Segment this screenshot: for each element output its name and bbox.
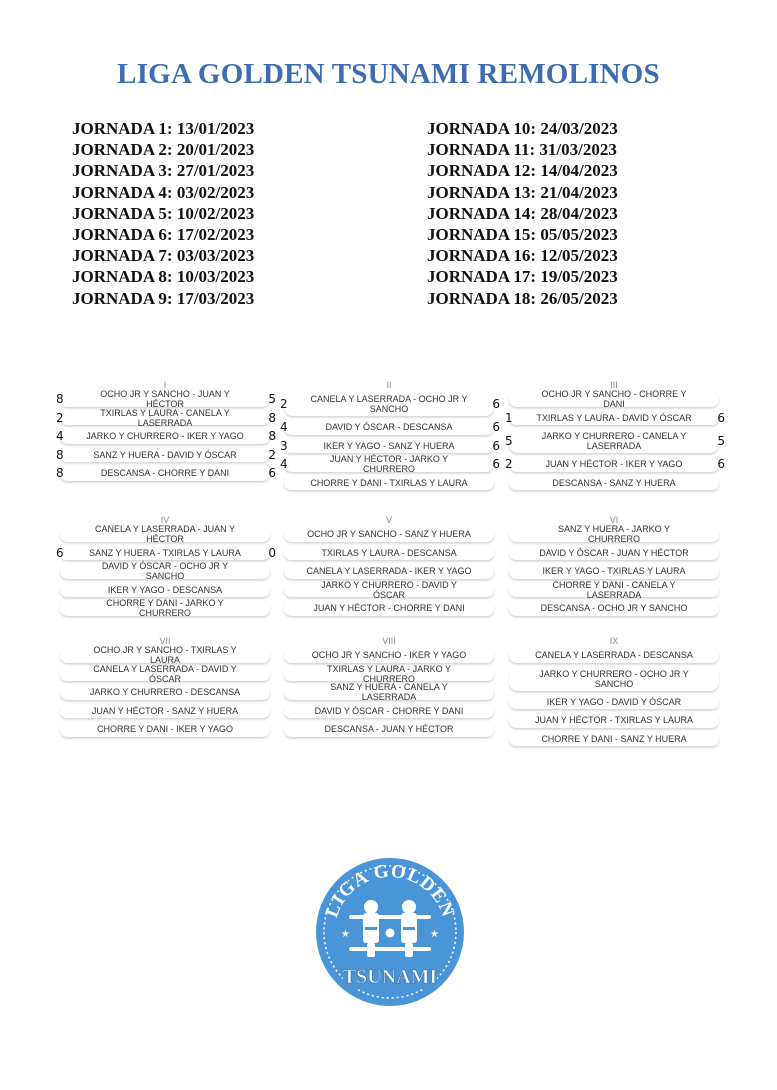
- round-label: IX: [609, 636, 619, 646]
- match-text: OCHO JR Y SANCHO - IKER Y YAGO: [311, 650, 467, 661]
- score-away: 6: [492, 397, 500, 411]
- match-row: [509, 601, 719, 616]
- match-text: JARKO Y CHURRERO - DESCANSA: [89, 687, 241, 698]
- match-row: [56, 545, 276, 561]
- match-text: OCHO JR Y SANCHO - SANZ Y HUERA: [307, 529, 471, 540]
- match-row: [284, 564, 494, 579]
- match-row: [509, 648, 719, 663]
- match-row: [60, 663, 270, 684]
- match-row: [284, 682, 494, 703]
- jornada-date: JORNADA 9: 17/03/2023: [72, 288, 255, 308]
- score-home: 1: [505, 410, 513, 425]
- jornada-date: JORNADA 14: 28/04/2023: [427, 203, 618, 223]
- match-text: JUAN Y HÉCTOR - CHORRE Y DANI: [313, 603, 465, 614]
- jornada-date: JORNADA 4: 03/02/2023: [72, 182, 255, 202]
- jornada-date: JORNADA 2: 20/01/2023: [72, 140, 255, 160]
- score-away: 6: [492, 438, 500, 453]
- match-row: [280, 438, 500, 454]
- match-row: [284, 527, 494, 542]
- score-home: 8: [56, 466, 64, 481]
- match-row: [284, 601, 494, 616]
- score-home: 5: [505, 434, 513, 448]
- jornada-date: JORNADA 10: 24/03/2023: [427, 119, 618, 138]
- match-row: [60, 561, 270, 582]
- match-row: [56, 429, 276, 444]
- jornada-date: JORNADA 6: 17/02/2023: [72, 225, 255, 245]
- match-text: SANZ Y HUERA - TXIRLAS Y LAURA: [89, 547, 241, 558]
- match-text: IKER Y YAGO - SANZ Y HUERA: [323, 440, 455, 451]
- match-row: [56, 447, 276, 463]
- match-row: [509, 524, 719, 545]
- page-title: LIGA GOLDEN TSUNAMI REMOLINOS: [117, 58, 660, 90]
- score-away: 5: [268, 392, 276, 407]
- match-text: CANELA Y LASERRADA - IKER Y YAGO: [306, 566, 472, 577]
- score-home: 3: [280, 438, 288, 453]
- match-text: JUAN Y HÉCTOR - TXIRLAS Y LAURA: [534, 715, 694, 726]
- round-label: VII: [159, 636, 171, 646]
- match-text: JARKO Y CHURRERO - DAVID Y ÓSCAR: [321, 579, 457, 600]
- round-block: [284, 634, 494, 741]
- round-block: [56, 513, 276, 620]
- jornada-date: JORNADA 11: 31/03/2023: [427, 140, 617, 160]
- score-away: 6: [717, 410, 725, 425]
- score-away: 8: [268, 410, 276, 425]
- match-row: [284, 579, 494, 600]
- round-block: [60, 634, 270, 741]
- score-away: 6: [492, 420, 500, 435]
- match-text: IKER Y YAGO - DESCANSA: [107, 584, 223, 595]
- round-label: VIII: [382, 636, 396, 646]
- match-row: [509, 389, 719, 410]
- match-row: [509, 695, 719, 710]
- score-home: 2: [56, 410, 64, 425]
- match-text: CANELA Y LASERRADA - DAVID Y ÓSCAR: [93, 663, 237, 684]
- match-row: [284, 722, 494, 737]
- round-label: V: [385, 515, 392, 525]
- match-text: DESCANSA - CHORRE Y DANI: [100, 468, 230, 479]
- match-row: [280, 420, 500, 435]
- round-label: I: [163, 380, 167, 390]
- match-text: SANZ Y HUERA - DAVID Y ÓSCAR: [93, 449, 237, 460]
- round-label: II: [386, 380, 392, 390]
- match-row: [509, 476, 719, 491]
- match-row: [509, 732, 719, 747]
- round-block: [280, 378, 500, 494]
- match-row: [56, 407, 276, 428]
- match-row: [60, 583, 270, 598]
- match-text: CHORRE Y DANI - SANZ Y HUERA: [541, 733, 687, 744]
- match-row: [60, 524, 270, 545]
- match-row: [280, 392, 500, 416]
- match-row: [509, 713, 719, 728]
- match-row: [505, 457, 725, 472]
- match-row: [56, 389, 276, 410]
- match-row: [56, 466, 276, 481]
- svg-text:★: ★: [341, 929, 350, 940]
- jornada-date: JORNADA 3: 27/01/2023: [72, 161, 255, 181]
- logo-top-text: LIGA GOLDEN: [321, 860, 459, 921]
- match-text: DESCANSA - SANZ Y HUERA: [552, 477, 676, 488]
- round-block: [509, 513, 719, 620]
- svg-text:★: ★: [430, 929, 439, 940]
- match-row: [509, 564, 719, 579]
- match-text: DAVID Y ÓSCAR - OCHO JR Y SANCHO: [101, 561, 229, 582]
- match-text: CANELA Y LASERRADA - DESCANSA: [535, 650, 693, 661]
- score-home: 8: [56, 447, 64, 462]
- match-text: CHORRE Y DANI - CANELA Y LASERRADA: [552, 579, 676, 600]
- score-away: 6: [268, 466, 276, 481]
- score-away: 2: [268, 447, 276, 462]
- match-row: [284, 476, 494, 491]
- jornada-date: JORNADA 8: 10/03/2023: [72, 267, 255, 287]
- match-text: IKER Y YAGO - TXIRLAS Y LAURA: [542, 566, 686, 577]
- score-away: 8: [268, 429, 276, 444]
- match-text: TXIRLAS Y LAURA - DAVID Y ÓSCAR: [536, 412, 692, 423]
- match-row: [284, 663, 494, 684]
- score-home: 6: [56, 545, 64, 560]
- jornada-date: JORNADA 7: 03/03/2023: [72, 246, 255, 266]
- jornada-date: JORNADA 16: 12/05/2023: [427, 246, 618, 266]
- match-text: JUAN Y HÉCTOR - SANZ Y HUERA: [91, 705, 239, 716]
- jornada-date: JORNADA 12: 14/04/2023: [427, 161, 618, 181]
- round-block: [505, 378, 725, 494]
- match-text: CANELA Y LASERRADA - OCHO JR Y SANCHO: [310, 394, 468, 414]
- match-row: [505, 429, 725, 453]
- match-text: CANELA Y LASERRADA - JUAN Y HÉCTOR: [94, 524, 236, 545]
- league-logo: [313, 855, 467, 1009]
- match-row: [284, 648, 494, 663]
- jornada-date: JORNADA 17: 19/05/2023: [427, 267, 618, 287]
- match-row: [505, 410, 725, 426]
- round-block: [56, 378, 276, 485]
- score-away: 6: [717, 457, 725, 472]
- match-text: OCHO JR Y SANCHO - JUAN Y HÉCTOR: [100, 389, 230, 410]
- match-text: JUAN Y HÉCTOR - JARKO Y CHURRERO: [329, 454, 449, 475]
- score-home: 2: [505, 457, 513, 472]
- match-row: [60, 685, 270, 700]
- score-home: 4: [280, 457, 288, 472]
- match-text: JUAN Y HÉCTOR - IKER Y YAGO: [545, 459, 683, 470]
- match-text: DESCANSA - JUAN Y HÉCTOR: [324, 724, 454, 735]
- match-text: TXIRLAS Y LAURA - CANELA Y LASERRADA: [100, 407, 230, 428]
- match-text: OCHO JR Y SANCHO - TXIRLAS Y LAURA: [93, 645, 237, 666]
- match-text: JARKO Y CHURRERO - OCHO JR Y SANCHO: [539, 668, 689, 689]
- match-row: [60, 645, 270, 666]
- match-text: DAVID Y ÓSCAR - DESCANSA: [325, 422, 453, 433]
- jornada-date: JORNADA 5: 10/02/2023: [72, 203, 255, 223]
- match-text: OCHO JR Y SANCHO - CHORRE Y DANI: [541, 389, 687, 410]
- match-text: SANZ Y HUERA - CANELA Y LASERRADA: [330, 682, 448, 703]
- jornada-date: JORNADA 13: 21/04/2023: [427, 182, 618, 202]
- match-row: [60, 722, 270, 737]
- match-text: TXIRLAS Y LAURA - JARKO Y CHURRERO: [326, 663, 452, 684]
- match-text: CHORRE Y DANI - IKER Y YAGO: [96, 724, 234, 735]
- match-row: [60, 598, 270, 619]
- match-text: DAVID Y ÓSCAR - JUAN Y HÉCTOR: [539, 547, 689, 558]
- score-home: 4: [280, 420, 288, 435]
- match-text: SANZ Y HUERA - JARKO Y CHURRERO: [557, 524, 671, 545]
- match-text: IKER Y YAGO - DAVID Y ÓSCAR: [546, 696, 682, 707]
- score-away: 5: [717, 434, 725, 448]
- jornada-date: JORNADA 1: 13/01/2023: [72, 119, 255, 138]
- match-row: [284, 546, 494, 561]
- jornada-date: JORNADA 15: 05/05/2023: [427, 225, 618, 245]
- match-row: [509, 546, 719, 561]
- round-block: [509, 634, 719, 750]
- match-text: CHORRE Y DANI - JARKO Y CHURRERO: [106, 598, 224, 619]
- round-label: VI: [609, 515, 619, 525]
- dates-column-left: [72, 118, 254, 309]
- match-text: DESCANSA - OCHO JR Y SANCHO: [540, 603, 688, 614]
- match-text: CHORRE Y DANI - TXIRLAS Y LAURA: [310, 477, 468, 488]
- score-away: 6: [492, 457, 500, 472]
- round-label: IV: [160, 515, 170, 525]
- match-row: [60, 704, 270, 719]
- match-text: DAVID Y ÓSCAR - CHORRE Y DANI: [314, 705, 464, 716]
- jornada-date: JORNADA 18: 26/05/2023: [427, 288, 618, 308]
- match-row: [280, 454, 500, 475]
- round-label: III: [610, 380, 618, 390]
- match-row: [509, 667, 719, 691]
- match-row: [509, 579, 719, 600]
- logo-bottom-text: TSUNAMI: [342, 966, 438, 988]
- score-away: 0: [268, 545, 276, 560]
- round-block: [284, 513, 494, 620]
- score-home: 4: [56, 429, 64, 444]
- score-home: 2: [280, 397, 288, 411]
- match-text: JARKO Y CHURRERO - IKER Y YAGO: [86, 431, 244, 442]
- match-text: TXIRLAS Y LAURA - DESCANSA: [321, 547, 457, 558]
- dates-column-right: [427, 118, 618, 309]
- match-text: JARKO Y CHURRERO - CANELA Y LASERRADA: [541, 431, 687, 451]
- score-home: 8: [56, 392, 64, 407]
- match-row: [284, 704, 494, 719]
